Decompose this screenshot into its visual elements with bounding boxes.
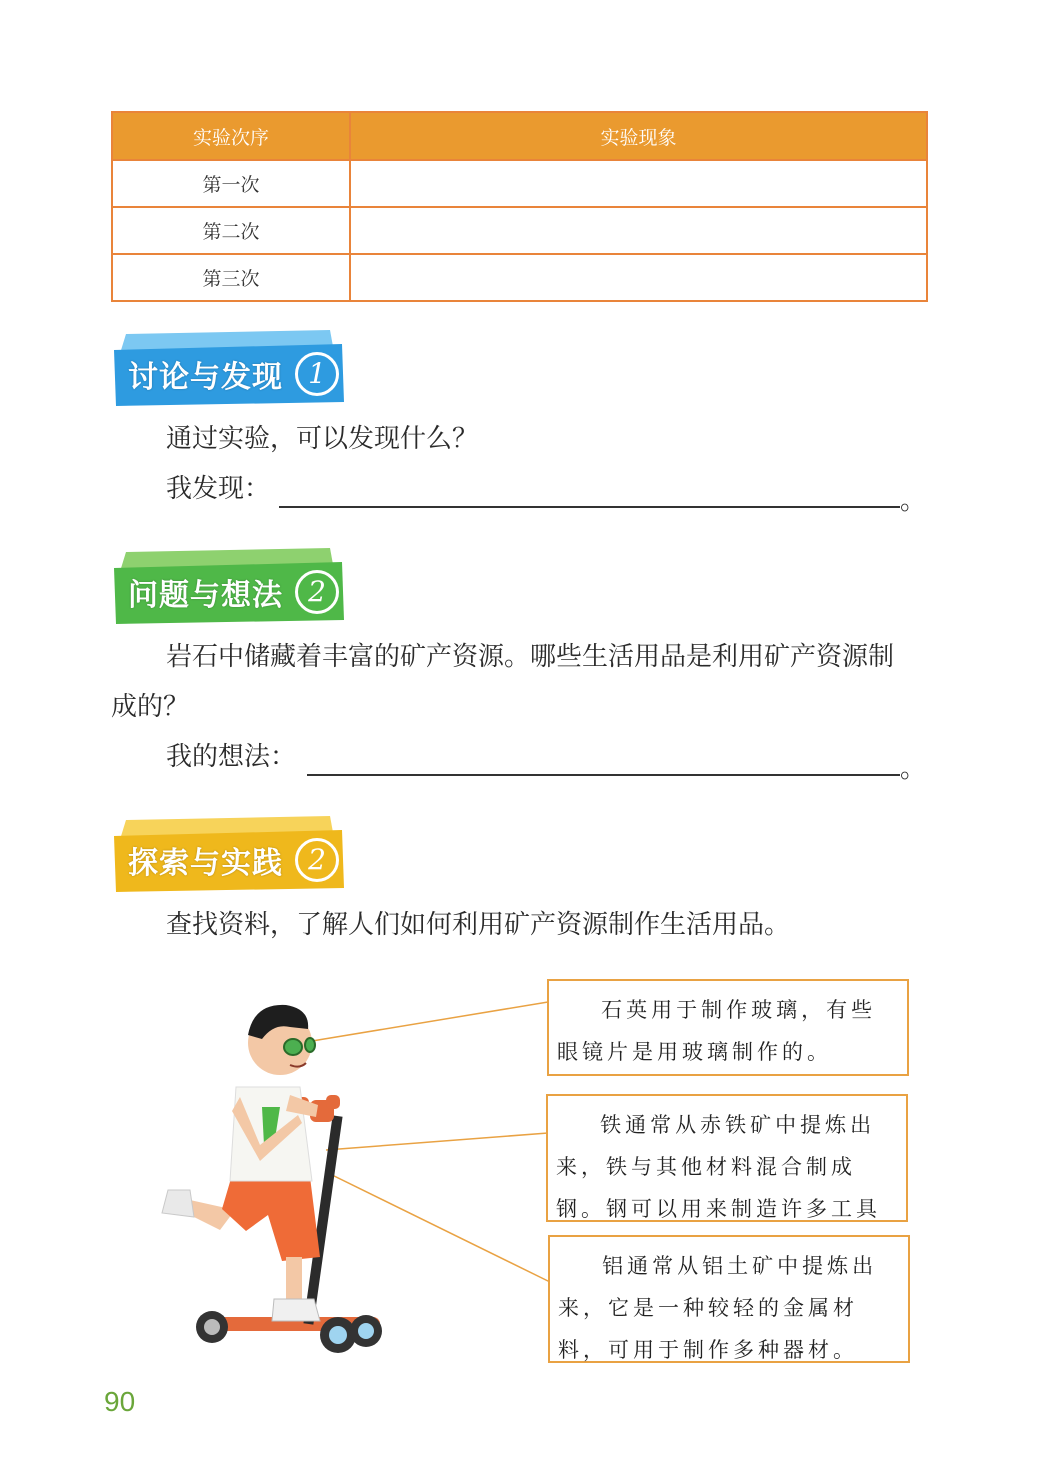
iron-steel-callout (546, 1094, 908, 1222)
table-cell-order: 第二次 (112, 207, 350, 254)
badge-title: 讨论与发现 (128, 360, 283, 395)
discussion-badge (108, 330, 348, 414)
discovery-period: 。 (900, 486, 927, 516)
callout-text: 铝通常从铝土矿中提炼出来，它是一种较轻的金属材料，可用于制作多种器材。 (558, 1254, 878, 1362)
quartz-glass-callout (547, 979, 909, 1076)
badge-title: 探索与实践 (128, 846, 283, 881)
table-header-order: 实验次序 (112, 112, 350, 160)
badge-title: 问题与想法 (128, 578, 283, 613)
shorts (222, 1175, 320, 1261)
badge-number: 2 (295, 838, 339, 882)
question-badge (108, 548, 348, 632)
aluminum-callout (548, 1235, 910, 1363)
callout-text: 铁通常从赤铁矿中提炼出来，铁与其他材料混合制成钢。钢可以用来制造许多工具 (556, 1113, 881, 1221)
discovery-prompt: 我发现： (166, 474, 271, 504)
table-cell-order: 第三次 (112, 254, 350, 301)
badge-number: 2 (295, 570, 339, 614)
badge-number: 1 (295, 352, 339, 396)
sunglasses-icon (284, 1039, 302, 1055)
table-row (112, 254, 927, 301)
question-text-line1: 岩石中储藏着丰富的矿产资源。哪些生活用品是利用矿产资源制 (166, 642, 895, 672)
table-cell-order: 第一次 (112, 160, 350, 207)
table-cell-phenomenon[interactable] (350, 160, 927, 207)
idea-period: 。 (900, 754, 927, 784)
experiment-record-table (111, 111, 928, 302)
callout-text: 石英用于制作玻璃，有些眼镜片是用玻璃制作的。 (557, 998, 877, 1064)
idea-prompt: 我的想法： (166, 742, 297, 772)
table-header-phenomenon: 实验现象 (350, 112, 927, 160)
question-text-line2: 成的？ (111, 692, 190, 722)
discussion-question: 通过实验，可以发现什么？ (166, 424, 479, 454)
child-on-scooter-illustration (150, 995, 400, 1365)
table-cell-phenomenon[interactable] (350, 254, 927, 301)
idea-answer-line[interactable] (307, 774, 900, 776)
page-number: 90 (104, 1386, 136, 1417)
table-row (112, 207, 927, 254)
explore-instruction: 查找资料，了解人们如何利用矿产资源制作生活用品。 (166, 910, 791, 940)
table-cell-phenomenon[interactable] (350, 207, 927, 254)
discovery-answer-line[interactable] (279, 506, 900, 508)
explore-badge (108, 816, 348, 900)
table-row (112, 160, 927, 207)
